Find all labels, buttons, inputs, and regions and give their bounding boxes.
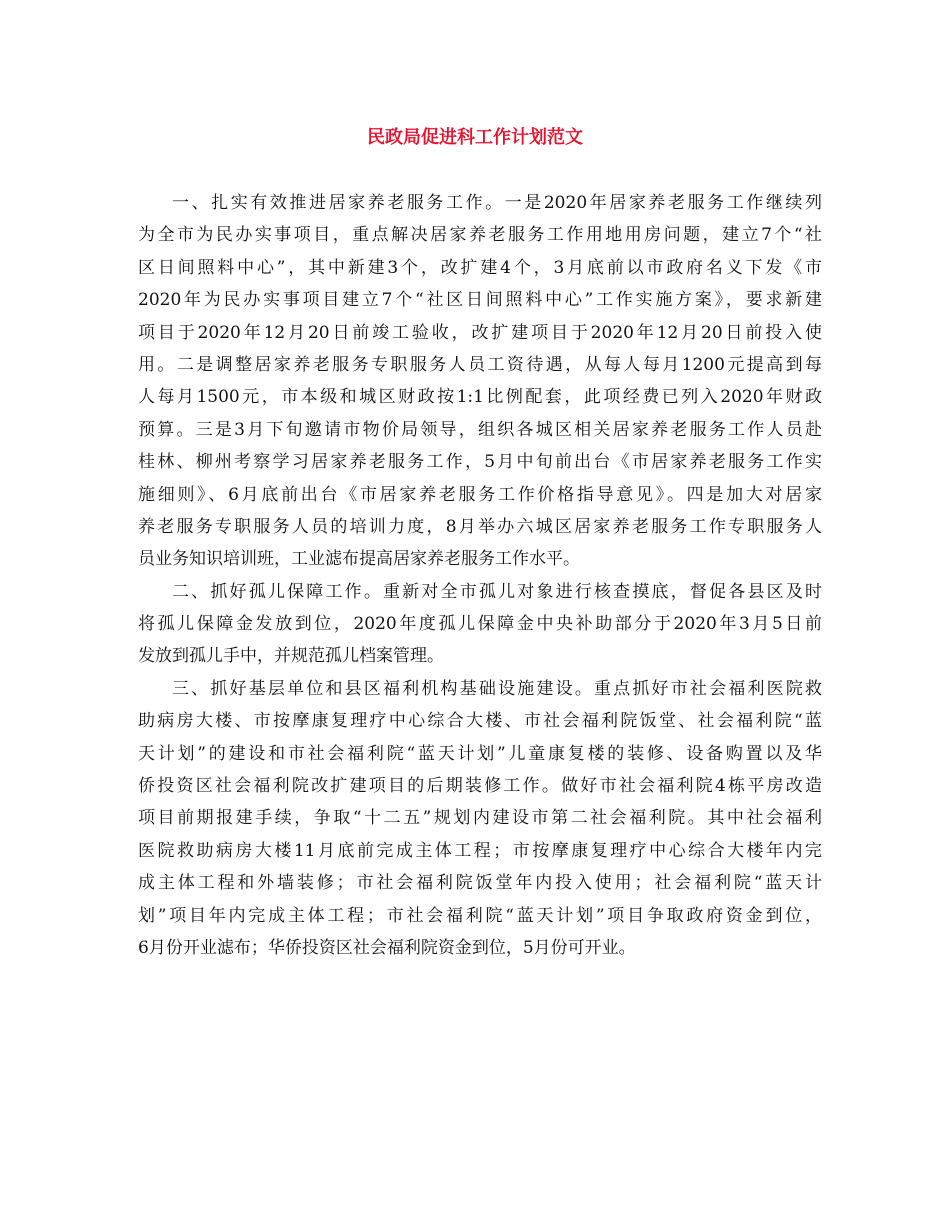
paragraph-3 [138, 673, 822, 965]
paragraph-line: 发放到孤儿手中，并规范孤儿档案管理。 [138, 646, 444, 667]
document-body [138, 187, 822, 964]
paragraph-line: 医院救助病房大楼11月底前完成主体工程；市按摩康复理疗中心综合大楼年内完 [138, 840, 822, 861]
paragraph-line: 6月份开业滤布；华侨投资区社会福利院资金到位，5月份可开业。 [138, 937, 636, 958]
paragraph-line: 助病房大楼、市按摩康复理疗中心综合大楼、市社会福利院饭堂、社会福利院“蓝 [138, 711, 822, 732]
paragraph-line: 施细则》、6月底前出台《市居家养老服务工作价格指导意见》。四是加大对居家 [138, 484, 822, 505]
paragraph-line: 区日间照料中心”，其中新建3个，改扩建4个，3月底前以市政府名义下发《市 [138, 257, 822, 278]
paragraph-line: 人每月1500元，市本级和城区财政按1:1比例配套，此项经费已列入2020年财政 [138, 387, 822, 408]
paragraph-line: 侨投资区社会福利院改扩建项目的后期装修工作。做好市社会福利院4栋平房改造 [138, 776, 822, 797]
paragraph-line: 2020年为民办实事项目建立7个“社区日间照料中心”工作实施方案》，要求新建 [138, 290, 822, 311]
paragraph-1 [138, 187, 822, 576]
paragraph-line: 将孤儿保障金发放到位，2020年度孤儿保障金中央补助部分于2020年3月5日前 [138, 614, 822, 635]
paragraph-line: 为全市为民办实事项目，重点解决居家养老服务工作用地用房问题，建立7个“社 [138, 225, 822, 246]
paragraph-line: 项目于2020年12月20日前竣工验收，改扩建项目于2020年12月20日前投入使 [138, 322, 822, 343]
paragraph-line: 用。二是调整居家养老服务专职服务人员工资待遇，从每人每月1200元提高到每 [138, 354, 822, 375]
paragraph-line: 三、抓好基层单位和县区福利机构基础设施建设。重点抓好市社会福利医院救 [172, 678, 822, 699]
paragraph-line: 预算。三是3月下旬邀请市物价局领导，组织各城区相关居家养老服务工作人员赴 [138, 419, 822, 440]
paragraph-line: 成主体工程和外墙装修；市社会福利院饭堂年内投入使用；社会福利院“蓝天计 [138, 873, 822, 894]
paragraph-line: 项目前期报建手续，争取“十二五”规划内建设市第二社会福利院。其中社会福利 [138, 808, 822, 829]
paragraph-line: 养老服务专职服务人员的培训力度，8月举办六城区居家养老服务工作专职服务人 [138, 516, 822, 537]
paragraph-line: 二、抓好孤儿保障工作。重新对全市孤儿对象进行核查摸底，督促各县区及时 [172, 581, 822, 602]
paragraph-line: 桂林、柳州考察学习居家养老服务工作，5月中旬前出台《市居家养老服务工作实 [138, 452, 822, 473]
paragraph-line: 天计划”的建设和市社会福利院“蓝天计划”儿童康复楼的装修、设备购置以及华 [138, 743, 822, 764]
paragraph-line: 一、扎实有效推进居家养老服务工作。一是2020年居家养老服务工作继续列 [172, 193, 822, 213]
paragraph-line: 划”项目年内完成主体工程；市社会福利院“蓝天计划”项目争取政府资金到位， [138, 905, 822, 926]
paragraph-line: 员业务知识培训班，工业滤布提高居家养老服务工作水平。 [138, 549, 580, 570]
paragraph-2 [138, 576, 822, 673]
document-title: 民政局促进科工作计划范文 [367, 127, 583, 148]
